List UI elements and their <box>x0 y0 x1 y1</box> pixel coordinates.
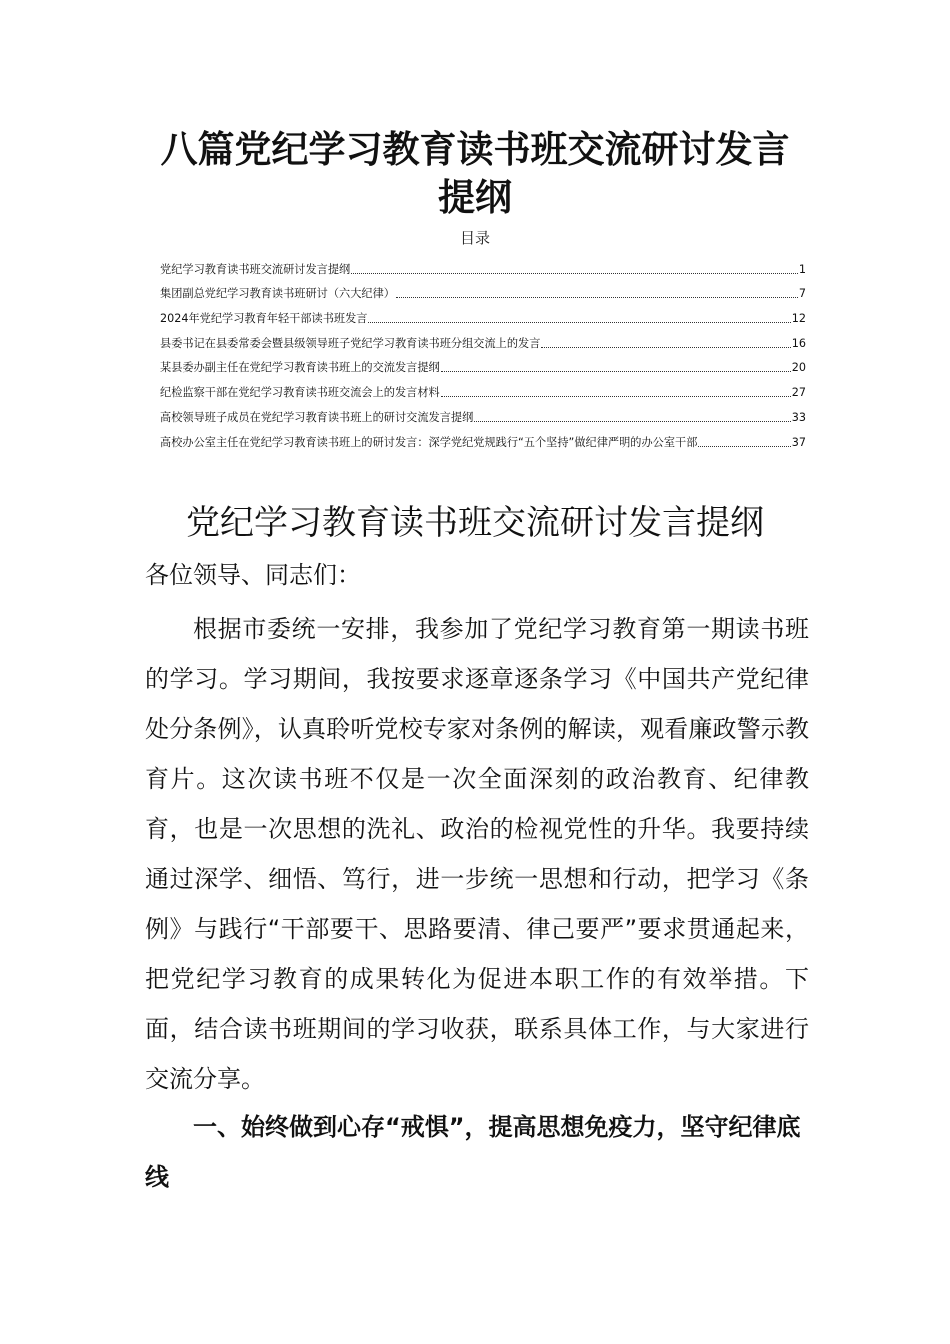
toc-entry-page: 16 <box>791 336 806 350</box>
toc-entry[interactable] <box>160 351 806 376</box>
section-heading-1: 一、始终做到心存“戒惧”，提高思想免疫力，坚守纪律底线 <box>145 1113 801 1191</box>
toc-leader-dots <box>351 272 798 274</box>
toc-entry-page: 12 <box>791 312 806 326</box>
toc-leader-dots <box>541 346 790 348</box>
toc-entry[interactable] <box>160 425 806 450</box>
toc-leader-dots <box>698 445 790 447</box>
salutation: 各位领导、同志们： <box>145 561 361 589</box>
toc-heading: 目录 <box>459 229 490 247</box>
toc-leader-dots <box>474 420 790 422</box>
toc-entry[interactable] <box>160 400 806 425</box>
toc-entry-title: 高校领导班子成员在党纪学习教育读书班上的研讨交流发言提纲 <box>160 410 474 424</box>
section-title: 党纪学习教育读书班交流研讨发言提纲 <box>186 503 764 543</box>
toc-leader-dots <box>441 395 791 397</box>
toc-entry[interactable] <box>160 277 806 302</box>
toc-entry-title: 2024年党纪学习教育年轻干部读书班发言 <box>160 312 368 326</box>
toc-entry-page: 7 <box>798 287 806 301</box>
document-title: 八篇党纪学习教育读书班交流研讨发言提纲 <box>160 128 790 219</box>
body-paragraph: 根据市委统一安排，我参加了党纪学习教育第一期读书班的学习。学习期间，我按要求逐章逐条学习《中国共产党纪律处分条例》，认真聆听党校专家对条例的解读，观看廉政警示教育片。这次读书班不仅是一次全面深刻的政治教育、纪律教育，也是一次思想的洗礼、政治的检视党性的升华。我要持续通过深学、细悟、笃行，进一步统一思想和行动，把学习《条例》与践行“干部要干、思路要清、律己要严”要求贯通起来，把党纪学习教育的成果转化为促进本职工作的有效举措。下面，结合读书班期间的学习收获，联系具体工作，与大家进行交流分享。 <box>145 615 809 1093</box>
toc-entry-title: 县委书记在县委常委会暨县级领导班子党纪学习教育读书班分组交流上的发言 <box>160 336 541 350</box>
toc-leader-dots <box>396 296 798 298</box>
toc-entry-title: 纪检监察干部在党纪学习教育读书班交流会上的发言材料 <box>160 386 440 400</box>
toc-entry-title: 某县委办副主任在党纪学习教育读书班上的交流发言提纲 <box>160 361 440 375</box>
toc-entry[interactable] <box>160 252 806 277</box>
toc-entry-page: 20 <box>791 361 806 375</box>
toc-leader-dots <box>441 370 791 372</box>
toc-entry[interactable] <box>160 326 806 351</box>
toc-leader-dots <box>368 321 790 323</box>
toc-entry-page: 27 <box>791 386 806 400</box>
toc-entry[interactable] <box>160 375 806 400</box>
toc-entry-page: 1 <box>798 262 806 276</box>
toc-entry-page: 33 <box>791 410 806 424</box>
toc-entry[interactable] <box>160 301 806 326</box>
toc-entry-page: 37 <box>791 435 806 449</box>
toc-entry-title: 党纪学习教育读书班交流研讨发言提纲 <box>160 262 351 276</box>
toc-entry-title: 集团副总党纪学习教育读书班研讨（六大纪律） <box>160 287 395 301</box>
toc-entry-title: 高校办公室主任在党纪学习教育读书班上的研讨发言：深学党纪党规践行“五个坚持”做纪律严明的办公室干部 <box>160 435 698 449</box>
table-of-contents <box>160 252 806 450</box>
